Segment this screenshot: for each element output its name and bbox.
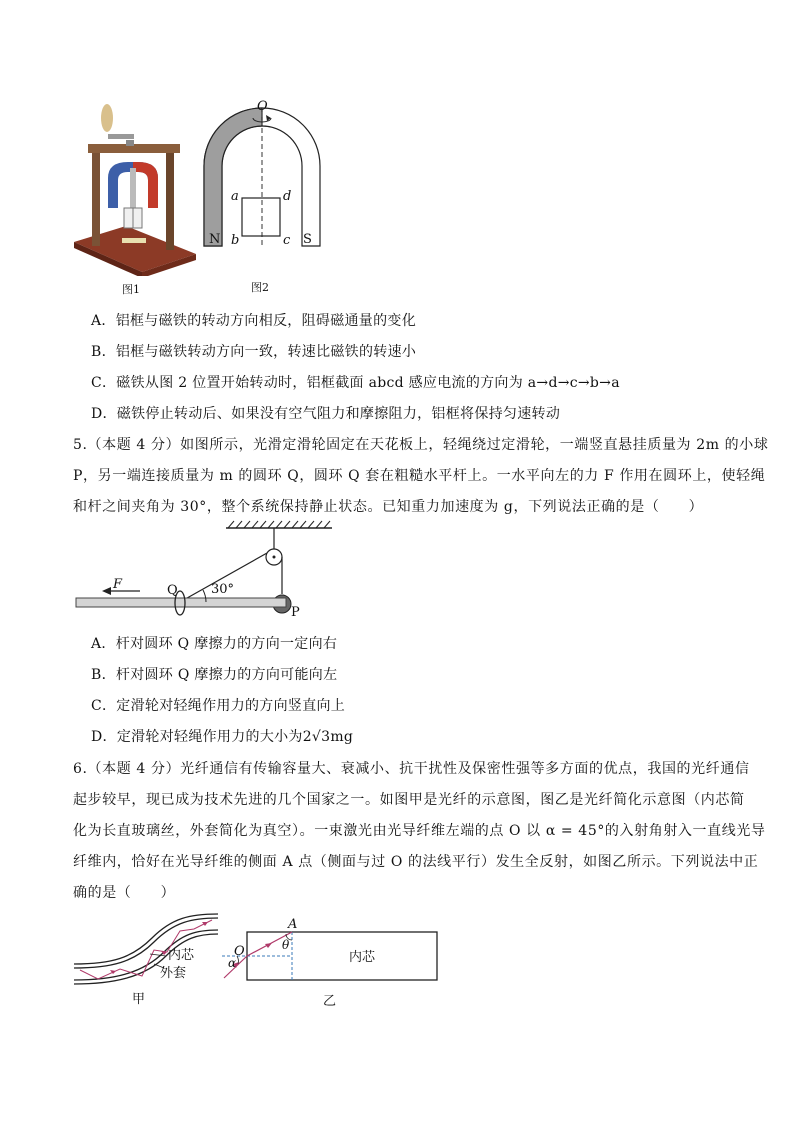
fig2-label-c: c [283, 233, 291, 248]
fig2-label-b: b [231, 233, 240, 248]
fig2-label-a: a [231, 189, 239, 204]
q6-stem-line-3: 化为长直玻璃丝，外套简化为真空）。一束激光由光导纤维左端的点 O 以 α = 45°的入射角射入一直线光导 [73, 823, 766, 839]
q5-label-angle: 30° [211, 582, 235, 597]
q6-jia-label-outer: 外套 [160, 966, 187, 981]
figure-1-caption: 图1 [122, 283, 140, 296]
q6-stem-line-4: 纤维内，恰好在光导纤维的侧面 A 点（侧面与过 O 的法线平行）发生全反射，如图乙所示。下列说法中正 [73, 854, 759, 870]
fig2-label-O: O [257, 99, 268, 114]
q4-option-b: B．铝框与磁铁转动方向一致，转速比磁铁的转速小 [91, 344, 417, 360]
q6-figure-yi-fiber [220, 920, 450, 988]
q6-yi-label-O: O [234, 944, 245, 959]
fig2-label-S: S [303, 232, 312, 247]
q4-option-d: D．磁铁停止转动后、如果没有空气阻力和摩擦阻力，铝框将保持匀速转动 [91, 406, 561, 422]
figure-1-rotating-magnet-apparatus [70, 104, 200, 276]
figure-2-magnet-cross-section [200, 100, 330, 250]
q5-label-Q: Q [167, 583, 178, 598]
q5-stem-line-1: 5.（本题 4 分）如图所示，光滑定滑轮固定在天花板上，轻绳绕过定滑轮，一端竖直悬挂质量为 2m 的小球 [73, 437, 769, 453]
q6-jia-caption: 甲 [132, 992, 146, 1007]
q6-stem-line-1: 6.（本题 4 分）光纤通信有传输容量大、衰减小、抗干扰性及保密性强等多方面的优点，我国的光纤通信 [73, 761, 750, 777]
q6-figure-jia-fiber [72, 906, 222, 986]
q6-yi-caption: 乙 [323, 994, 337, 1009]
q6-stem-line-2: 起步较早，现已成为技术先进的几个国家之一。如图甲是光纤的示意图，图乙是光纤简化示意图（内芯简 [73, 792, 745, 808]
q5-option-d: D．定滑轮对轻绳作用力的大小为2√3mg [91, 729, 354, 745]
q5-label-F: F [113, 577, 123, 592]
q5-label-P: P [291, 605, 300, 620]
figure-2-caption: 图2 [251, 281, 269, 294]
fig2-label-N: N [209, 232, 221, 247]
q5-stem-line-2: P，另一端连接质量为 m 的圆环 Q，圆环 Q 套在粗糙水平杆上。一水平向左的力 F 作用在圆环上，使轻绳 [73, 468, 766, 484]
fig2-label-d: d [283, 189, 292, 204]
q6-yi-label-theta: θ [282, 938, 290, 952]
q6-yi-label-alpha: α [228, 956, 237, 970]
q4-option-a: A．铝框与磁铁的转动方向相反，阻碍磁通量的变化 [91, 313, 417, 329]
q5-pulley-figure [72, 518, 372, 628]
q6-stem-line-5: 确的是（ ） [73, 885, 176, 901]
q5-option-b: B．杆对圆环 Q 摩擦力的方向可能向左 [91, 667, 338, 683]
q5-stem-line-3: 和杆之间夹角为 30°，整个系统保持静止状态。已知重力加速度为 g，下列说法正确的是（ ） [73, 499, 704, 515]
q6-yi-label-core: 内芯 [349, 950, 376, 965]
q6-jia-label-inner: 内芯 [168, 948, 195, 963]
q6-yi-label-A: A [288, 917, 298, 932]
q5-option-c: C．定滑轮对轻绳作用力的方向竖直向上 [91, 698, 346, 714]
q5-option-a: A．杆对圆环 Q 摩擦力的方向一定向右 [91, 636, 338, 652]
q4-option-c: C．磁铁从图 2 位置开始转动时，铝框截面 abcd 感应电流的方向为 a→d→c→b→a [91, 375, 620, 391]
